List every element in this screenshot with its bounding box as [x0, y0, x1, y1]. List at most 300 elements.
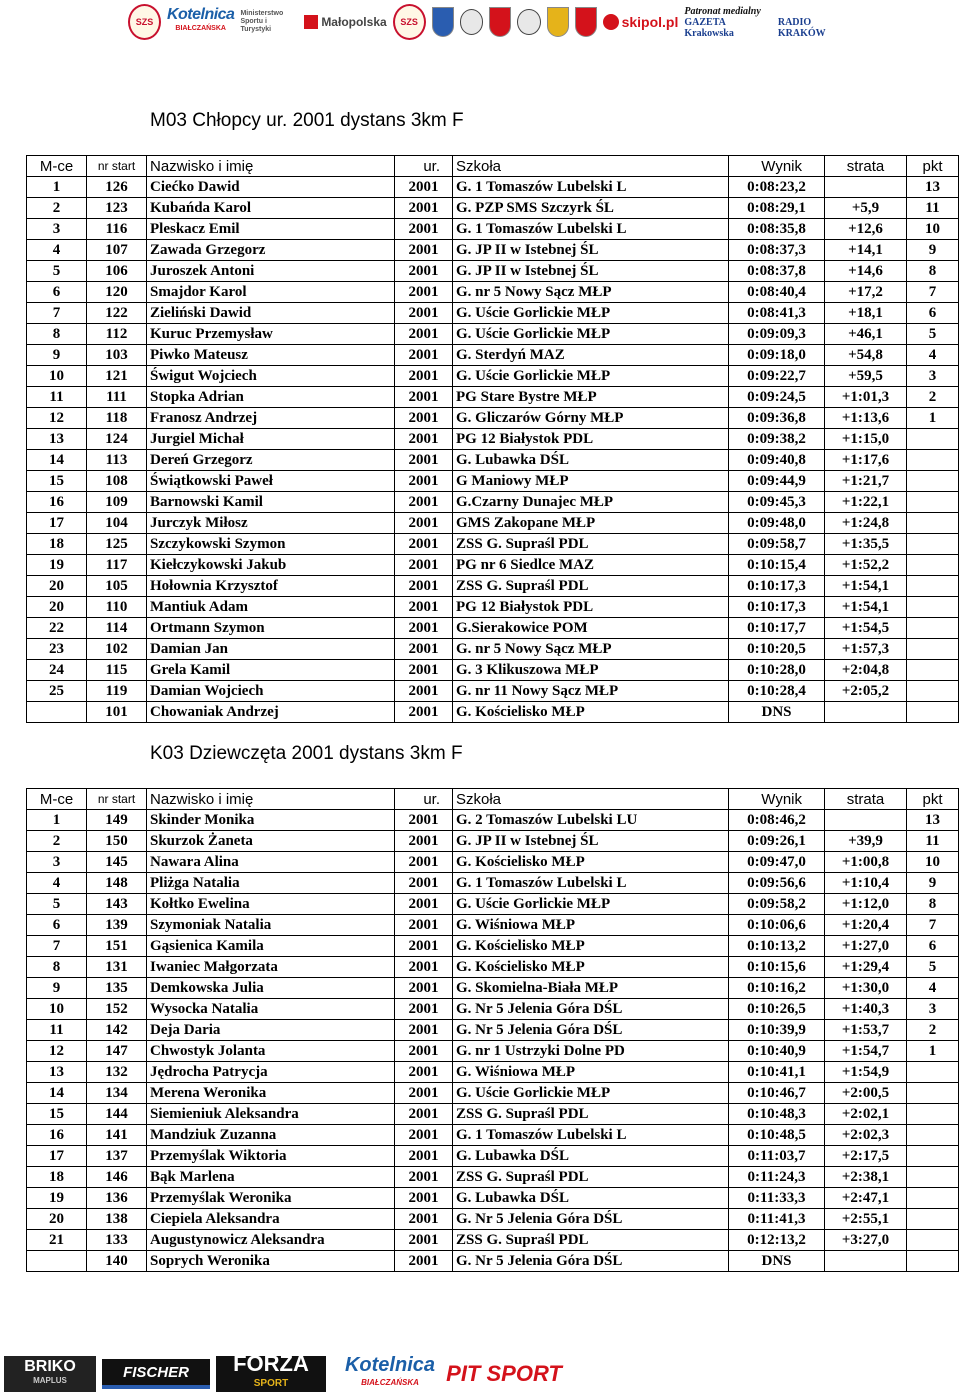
skipol-logo-text: skipol.pl [621, 14, 679, 30]
cell-birth-year: 2001 [395, 957, 453, 978]
cell-birth-year: 2001 [395, 1062, 453, 1083]
table-row [27, 702, 959, 723]
table-row [27, 555, 959, 576]
cell-place: 20 [27, 597, 87, 618]
cell-name: Demkowska Julia [147, 978, 395, 999]
cell-place: 7 [27, 303, 87, 324]
cell-time-loss: +1:35,5 [825, 534, 907, 555]
cell-result: 0:10:15,4 [729, 555, 825, 576]
cell-school: G. Kościelisko MŁP [453, 852, 729, 873]
cell-school: ZSS G. Supraśl PDL [453, 576, 729, 597]
header-place: M-ce [27, 789, 87, 810]
cell-result: 0:09:38,2 [729, 429, 825, 450]
cell-time-loss: +1:24,8 [825, 513, 907, 534]
cell-result: 0:10:17,3 [729, 576, 825, 597]
kotelnica-bottom-text: Kotelnica [344, 1354, 436, 1376]
cell-points [907, 429, 959, 450]
cell-place: 10 [27, 366, 87, 387]
cell-time-loss: +1:54,9 [825, 1062, 907, 1083]
forza-logo-subtext: SPORT [253, 1378, 289, 1389]
cell-points [907, 702, 959, 723]
cell-place: 8 [27, 324, 87, 345]
cell-school: G. Lubawka DŚL [453, 1188, 729, 1209]
table-row [27, 492, 959, 513]
cell-start-number: 122 [87, 303, 147, 324]
table-row [27, 810, 959, 831]
cell-points: 2 [907, 387, 959, 408]
cell-result: 0:09:26,1 [729, 831, 825, 852]
cell-school: G. Uście Gorlickie MŁP [453, 1083, 729, 1104]
kotelnica-logo-text: Kotelnica [166, 6, 235, 23]
cell-place: 20 [27, 576, 87, 597]
cell-points: 3 [907, 366, 959, 387]
table-row [27, 1083, 959, 1104]
cell-time-loss: +2:05,2 [825, 681, 907, 702]
cell-school: G. Nr 5 Jelenia Góra DŚL [453, 1020, 729, 1041]
cell-time-loss: +2:55,1 [825, 1209, 907, 1230]
cell-place: 14 [27, 1083, 87, 1104]
cell-points: 3 [907, 999, 959, 1020]
cell-place: 13 [27, 1062, 87, 1083]
cell-birth-year: 2001 [395, 471, 453, 492]
cell-name: Franosz Andrzej [147, 408, 395, 429]
cell-result: 0:10:28,4 [729, 681, 825, 702]
cell-time-loss: +1:52,2 [825, 555, 907, 576]
cell-place: 9 [27, 978, 87, 999]
cell-start-number: 104 [87, 513, 147, 534]
cell-start-number: 123 [87, 198, 147, 219]
malopolska-flag-icon [304, 15, 318, 29]
cell-points [907, 450, 959, 471]
cell-birth-year: 2001 [395, 1104, 453, 1125]
cell-name: Stopka Adrian [147, 387, 395, 408]
szs-logo-2: SZS [393, 4, 426, 40]
cell-time-loss: +12,6 [825, 219, 907, 240]
cell-result: 0:10:20,5 [729, 639, 825, 660]
cell-place: 24 [27, 660, 87, 681]
cell-points: 7 [907, 282, 959, 303]
skipol-logo [603, 14, 679, 30]
cell-time-loss: +39,9 [825, 831, 907, 852]
cell-name: Bąk Marlena [147, 1167, 395, 1188]
table-row [27, 198, 959, 219]
cell-time-loss [825, 1251, 907, 1272]
cell-birth-year: 2001 [395, 618, 453, 639]
cell-start-number: 149 [87, 810, 147, 831]
cell-school: G. JP II w Istebnej ŚL [453, 240, 729, 261]
cell-result: 0:09:09,3 [729, 324, 825, 345]
header-time-loss: strata [825, 789, 907, 810]
cell-place: 3 [27, 219, 87, 240]
cell-name: Jurczyk Miłosz [147, 513, 395, 534]
cell-points [907, 513, 959, 534]
cell-school: G. Uście Gorlickie MŁP [453, 324, 729, 345]
cell-start-number: 106 [87, 261, 147, 282]
table-row [27, 1167, 959, 1188]
cell-birth-year: 2001 [395, 429, 453, 450]
kotelnica-logo [167, 8, 235, 36]
coat-of-arms-icon [547, 7, 569, 37]
cell-result: 0:09:24,5 [729, 387, 825, 408]
cell-result: 0:12:13,2 [729, 1230, 825, 1251]
header-birth-year: ur. [395, 789, 453, 810]
cell-time-loss [825, 702, 907, 723]
cell-place: 18 [27, 534, 87, 555]
cell-place: 19 [27, 1188, 87, 1209]
media-patronage [684, 6, 853, 39]
cell-place [27, 702, 87, 723]
cell-name: Świgut Wojciech [147, 366, 395, 387]
header-name: Nazwisko i imię [147, 156, 395, 177]
table-row [27, 576, 959, 597]
cell-start-number: 101 [87, 702, 147, 723]
cell-points [907, 660, 959, 681]
cell-start-number: 124 [87, 429, 147, 450]
cell-result: 0:10:48,3 [729, 1104, 825, 1125]
cell-time-loss: +5,9 [825, 198, 907, 219]
cell-place: 5 [27, 261, 87, 282]
header-start-number: nr start [87, 789, 147, 810]
results-table-girls [26, 788, 959, 1272]
cell-points: 11 [907, 198, 959, 219]
cell-birth-year: 2001 [395, 894, 453, 915]
cell-time-loss: +1:57,3 [825, 639, 907, 660]
cell-place: 21 [27, 1230, 87, 1251]
cell-time-loss: +1:12,0 [825, 894, 907, 915]
coat-of-arms-icon [432, 7, 454, 37]
cell-points: 9 [907, 873, 959, 894]
cell-start-number: 125 [87, 534, 147, 555]
cell-points: 9 [907, 240, 959, 261]
cell-school: G. Gliczarów Górny MŁP [453, 408, 729, 429]
cell-time-loss: +17,2 [825, 282, 907, 303]
table-row [27, 894, 959, 915]
cell-name: Kołtko Ewelina [147, 894, 395, 915]
cell-time-loss: +1:40,3 [825, 999, 907, 1020]
ministerstwo-logo: Ministerstwo Sportu i Turystyki [240, 10, 284, 33]
cell-place: 8 [27, 957, 87, 978]
cell-birth-year: 2001 [395, 1146, 453, 1167]
cell-name: Mandziuk Zuzanna [147, 1125, 395, 1146]
cell-result: 0:10:40,9 [729, 1041, 825, 1062]
cell-birth-year: 2001 [395, 1020, 453, 1041]
cell-school: G.Sierakowice POM [453, 618, 729, 639]
cell-place: 7 [27, 936, 87, 957]
cell-time-loss: +1:54,1 [825, 576, 907, 597]
cell-time-loss: +3:27,0 [825, 1230, 907, 1251]
cell-start-number: 112 [87, 324, 147, 345]
cell-time-loss: +2:04,8 [825, 660, 907, 681]
table-row [27, 597, 959, 618]
cell-birth-year: 2001 [395, 831, 453, 852]
table-row [27, 915, 959, 936]
cell-birth-year: 2001 [395, 1041, 453, 1062]
cell-points: 5 [907, 324, 959, 345]
cell-name: Zawada Grzegorz [147, 240, 395, 261]
table-row [27, 831, 959, 852]
cell-result: 0:09:40,8 [729, 450, 825, 471]
table-row [27, 534, 959, 555]
cell-birth-year: 2001 [395, 513, 453, 534]
cell-start-number: 116 [87, 219, 147, 240]
cell-start-number: 143 [87, 894, 147, 915]
header-birth-year: ur. [395, 156, 453, 177]
cell-time-loss [825, 177, 907, 198]
cell-name: Nawara Alina [147, 852, 395, 873]
malopolska-logo-text: Małopolska [321, 15, 387, 29]
cell-start-number: 141 [87, 1125, 147, 1146]
cell-birth-year: 2001 [395, 1083, 453, 1104]
cell-result: 0:10:13,2 [729, 936, 825, 957]
cell-start-number: 105 [87, 576, 147, 597]
cell-time-loss: +1:22,1 [825, 492, 907, 513]
forza-logo-text: FORZA [233, 1351, 309, 1376]
cell-time-loss: +2:02,1 [825, 1104, 907, 1125]
cell-points: 10 [907, 852, 959, 873]
cell-points [907, 534, 959, 555]
cell-school: G. 2 Tomaszów Lubelski LU [453, 810, 729, 831]
cell-school: PG Stare Bystre MŁP [453, 387, 729, 408]
cell-time-loss: +1:10,4 [825, 873, 907, 894]
cell-place: 10 [27, 999, 87, 1020]
cell-result: 0:08:23,2 [729, 177, 825, 198]
cell-birth-year: 2001 [395, 366, 453, 387]
cell-result: 0:11:24,3 [729, 1167, 825, 1188]
cell-points: 2 [907, 1020, 959, 1041]
cell-time-loss: +2:00,5 [825, 1083, 907, 1104]
cell-time-loss: +14,6 [825, 261, 907, 282]
cell-name: Barnowski Kamil [147, 492, 395, 513]
cell-time-loss: +1:01,3 [825, 387, 907, 408]
cell-points: 8 [907, 261, 959, 282]
table-row [27, 957, 959, 978]
table-row [27, 978, 959, 999]
cell-school: ZSS G. Supraśl PDL [453, 1230, 729, 1251]
cell-birth-year: 2001 [395, 597, 453, 618]
cell-start-number: 133 [87, 1230, 147, 1251]
cell-points [907, 1062, 959, 1083]
table-row [27, 240, 959, 261]
cell-points: 13 [907, 177, 959, 198]
cell-start-number: 132 [87, 1062, 147, 1083]
cell-start-number: 121 [87, 366, 147, 387]
cell-result: 0:08:40,4 [729, 282, 825, 303]
table-row [27, 1125, 959, 1146]
cell-result: 0:10:39,9 [729, 1020, 825, 1041]
cell-school: G. Nr 5 Jelenia Góra DŚL [453, 1251, 729, 1272]
cell-school: GMS Zakopane MŁP [453, 513, 729, 534]
cell-place: 16 [27, 1125, 87, 1146]
cell-time-loss: +54,8 [825, 345, 907, 366]
table-row [27, 639, 959, 660]
cell-result: 0:09:22,7 [729, 366, 825, 387]
briko-logo-subtext: MAPLUS [33, 1376, 67, 1385]
cell-result: 0:09:18,0 [729, 345, 825, 366]
cell-place [27, 1251, 87, 1272]
cell-school: ZSS G. Supraśl PDL [453, 534, 729, 555]
cell-start-number: 131 [87, 957, 147, 978]
cell-result: 0:08:37,8 [729, 261, 825, 282]
cell-birth-year: 2001 [395, 450, 453, 471]
cell-name: Pleskacz Emil [147, 219, 395, 240]
cell-birth-year: 2001 [395, 936, 453, 957]
cell-birth-year: 2001 [395, 282, 453, 303]
cell-birth-year: 2001 [395, 324, 453, 345]
cell-points: 6 [907, 303, 959, 324]
cell-name: Damian Wojciech [147, 681, 395, 702]
cell-points [907, 681, 959, 702]
cell-start-number: 147 [87, 1041, 147, 1062]
table-row [27, 345, 959, 366]
emblem-icon [517, 9, 541, 35]
patronage-label: Patronat medialny [684, 5, 761, 17]
cell-name: Wysocka Natalia [147, 999, 395, 1020]
cell-points [907, 1146, 959, 1167]
table-header-row [27, 789, 959, 810]
table-row [27, 261, 959, 282]
cell-name: Iwaniec Małgorzata [147, 957, 395, 978]
cell-result: 0:10:28,0 [729, 660, 825, 681]
cell-time-loss: +1:15,0 [825, 429, 907, 450]
cell-place: 9 [27, 345, 87, 366]
cell-place: 19 [27, 555, 87, 576]
cell-result: 0:11:33,3 [729, 1188, 825, 1209]
cell-start-number: 137 [87, 1146, 147, 1167]
cell-time-loss: +14,1 [825, 240, 907, 261]
cell-birth-year: 2001 [395, 681, 453, 702]
cell-name: Ciepiela Aleksandra [147, 1209, 395, 1230]
cell-time-loss: +1:30,0 [825, 978, 907, 999]
cell-start-number: 134 [87, 1083, 147, 1104]
table-row [27, 852, 959, 873]
cell-result: 0:09:36,8 [729, 408, 825, 429]
cell-name: Przemyślak Wiktoria [147, 1146, 395, 1167]
table-row [27, 282, 959, 303]
cell-time-loss: +46,1 [825, 324, 907, 345]
cell-school: PG 12 Białystok PDL [453, 429, 729, 450]
cell-time-loss: +1:54,7 [825, 1041, 907, 1062]
cell-name: Hołownia Krzysztof [147, 576, 395, 597]
cell-name: Dereń Grzegorz [147, 450, 395, 471]
cell-result: 0:08:37,3 [729, 240, 825, 261]
cell-points [907, 492, 959, 513]
cell-place: 1 [27, 810, 87, 831]
cell-birth-year: 2001 [395, 492, 453, 513]
cell-result: 0:11:03,7 [729, 1146, 825, 1167]
table-row [27, 177, 959, 198]
cell-start-number: 115 [87, 660, 147, 681]
cell-points [907, 1104, 959, 1125]
coat-of-arms-icon [489, 7, 511, 37]
cell-name: Ortmann Szymon [147, 618, 395, 639]
cell-time-loss: +18,1 [825, 303, 907, 324]
cell-start-number: 107 [87, 240, 147, 261]
table-row [27, 1020, 959, 1041]
cell-school: G. 1 Tomaszów Lubelski L [453, 177, 729, 198]
cell-school: G. nr 5 Nowy Sącz MŁP [453, 639, 729, 660]
cell-place: 25 [27, 681, 87, 702]
cell-result: 0:08:35,8 [729, 219, 825, 240]
cell-place: 3 [27, 852, 87, 873]
cell-school: G. JP II w Istebnej ŚL [453, 831, 729, 852]
cell-school: G. Uście Gorlickie MŁP [453, 894, 729, 915]
cell-result: 0:10:26,5 [729, 999, 825, 1020]
cell-school: PG 12 Białystok PDL [453, 597, 729, 618]
cell-result: 0:09:47,0 [729, 852, 825, 873]
table-row [27, 471, 959, 492]
cell-name: Jurgiel Michał [147, 429, 395, 450]
cell-place: 20 [27, 1209, 87, 1230]
cell-birth-year: 2001 [395, 219, 453, 240]
results-table-boys [26, 155, 959, 723]
cell-school: G. Kościelisko MŁP [453, 936, 729, 957]
cell-start-number: 152 [87, 999, 147, 1020]
cell-time-loss: +59,5 [825, 366, 907, 387]
cell-start-number: 118 [87, 408, 147, 429]
cell-school: G. JP II w Istebnej ŚL [453, 261, 729, 282]
cell-points [907, 618, 959, 639]
cell-birth-year: 2001 [395, 915, 453, 936]
cell-name: Smajdor Karol [147, 282, 395, 303]
gazeta-krakowska-logo: GAZETA Krakowska [684, 16, 734, 39]
cell-time-loss: +1:27,0 [825, 936, 907, 957]
cell-points [907, 1083, 959, 1104]
cell-birth-year: 2001 [395, 1251, 453, 1272]
cell-name: Kubańda Karol [147, 198, 395, 219]
cell-birth-year: 2001 [395, 978, 453, 999]
cell-place: 15 [27, 471, 87, 492]
cell-birth-year: 2001 [395, 1188, 453, 1209]
cell-points: 1 [907, 408, 959, 429]
cell-place: 12 [27, 1041, 87, 1062]
cell-birth-year: 2001 [395, 408, 453, 429]
cell-result: 0:10:06,6 [729, 915, 825, 936]
cell-time-loss: +1:13,6 [825, 408, 907, 429]
cell-birth-year: 2001 [395, 240, 453, 261]
cell-birth-year: 2001 [395, 1125, 453, 1146]
cell-result: 0:10:48,5 [729, 1125, 825, 1146]
kotelnica-logo-bottom [332, 1356, 448, 1392]
cell-points: 1 [907, 1041, 959, 1062]
cell-points [907, 597, 959, 618]
cell-place: 14 [27, 450, 87, 471]
table-row [27, 1230, 959, 1251]
table-row [27, 1209, 959, 1230]
cell-birth-year: 2001 [395, 852, 453, 873]
cell-result: DNS [729, 702, 825, 723]
cell-points: 10 [907, 219, 959, 240]
cell-start-number: 142 [87, 1020, 147, 1041]
cell-result: 0:11:41,3 [729, 1209, 825, 1230]
cell-result: 0:10:46,7 [729, 1083, 825, 1104]
cell-name: Grela Kamil [147, 660, 395, 681]
cell-place: 17 [27, 1146, 87, 1167]
header-start-number: nr start [87, 156, 147, 177]
cell-birth-year: 2001 [395, 999, 453, 1020]
briko-logo-text: BRIKO [24, 1358, 76, 1375]
table-row [27, 450, 959, 471]
cell-name: Chwostyk Jolanta [147, 1041, 395, 1062]
cell-points: 8 [907, 894, 959, 915]
kotelnica-bottom-subtext: BIAŁCZAŃSKA [361, 1378, 419, 1387]
table-row [27, 1062, 959, 1083]
cell-result: DNS [729, 1251, 825, 1272]
table-row [27, 1104, 959, 1125]
cell-school: G. Uście Gorlickie MŁP [453, 366, 729, 387]
cell-school: G. 1 Tomaszów Lubelski L [453, 1125, 729, 1146]
cell-place: 4 [27, 873, 87, 894]
cell-points [907, 576, 959, 597]
